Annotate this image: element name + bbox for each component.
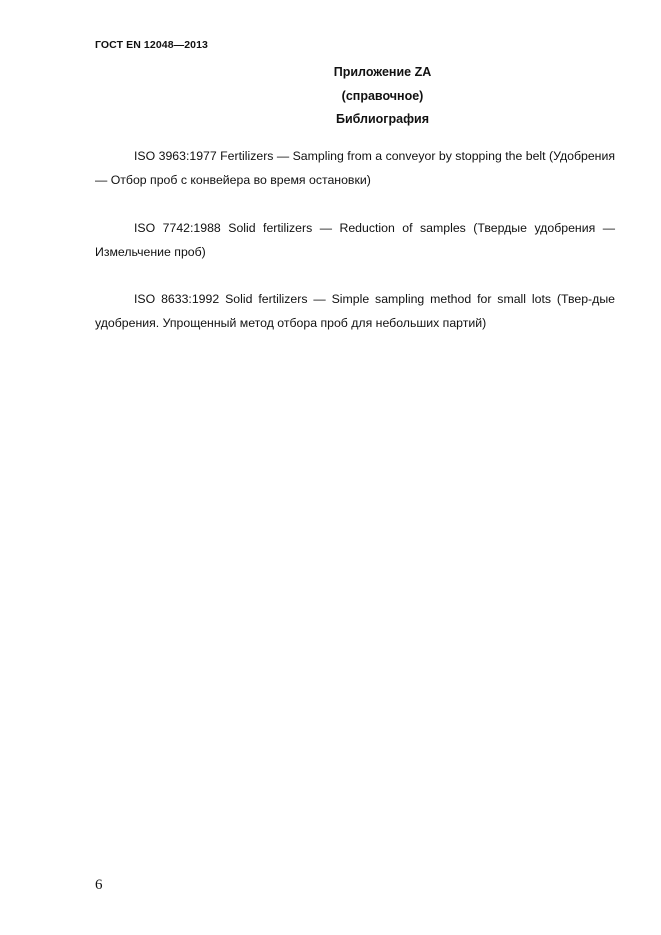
annex-title: Приложение ZA bbox=[333, 65, 432, 79]
reference-entry-iso-8633: ISO 8633:1992 Solid fertilizers — Simple sampling method for small lots (Твер-дые удобрения. Упрощенный метод отбора проб для небольших партий) bbox=[95, 292, 615, 331]
standard-code: ГОСТ EN 12048—2013 bbox=[95, 39, 208, 51]
annex-status: (справочное) bbox=[341, 89, 424, 103]
page-number: 6 bbox=[95, 877, 103, 893]
reference-entry-iso-7742: ISO 7742:1988 Solid fertilizers — Reduction of samples (Твердые удобрения — Измельчение проб) bbox=[95, 221, 615, 260]
reference-entry-iso-3963: ISO 3963:1977 Fertilizers — Sampling from a conveyor by stopping the belt (Удобрения — Отбор проб с конвейера во время остановки) bbox=[95, 149, 615, 188]
bibliography-heading: Библиография bbox=[335, 112, 430, 126]
